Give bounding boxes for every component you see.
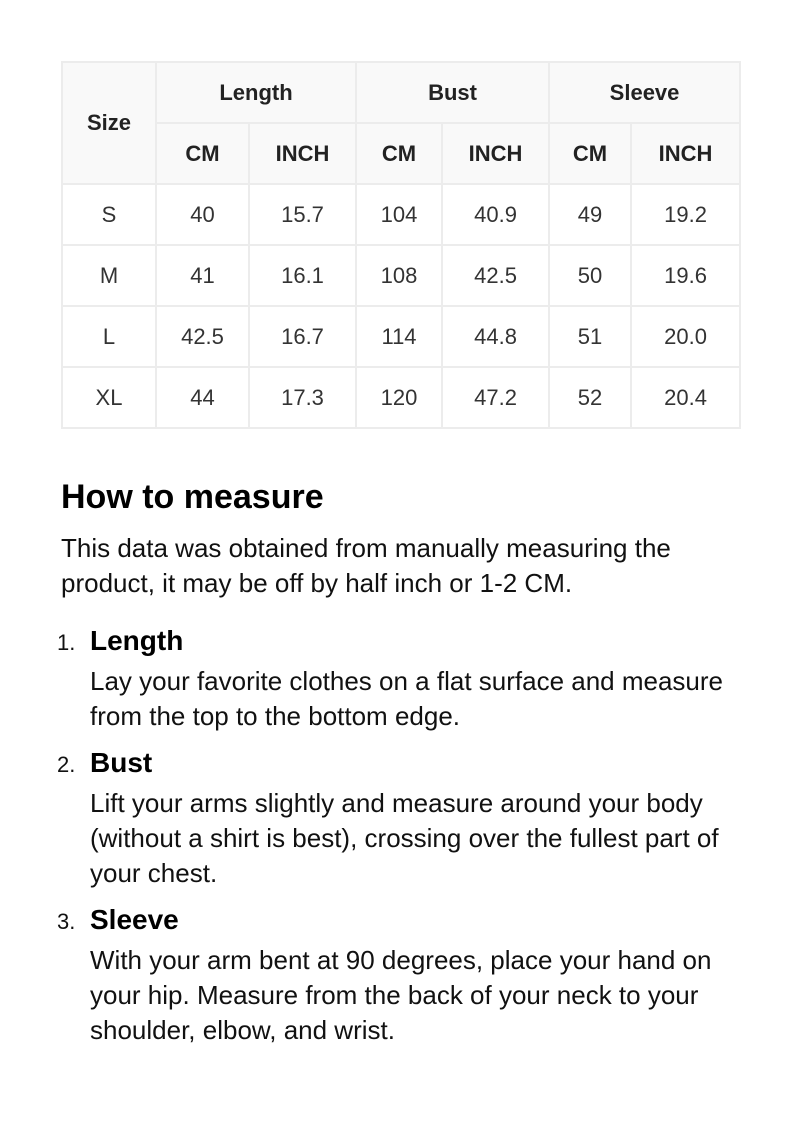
measure-steps-list <box>57 622 761 1058</box>
size-cell: XL <box>62 367 156 428</box>
table-unit-header-row <box>62 123 740 184</box>
length-inch-cell: 16.7 <box>249 306 356 367</box>
sleeve-cm-cell: 51 <box>549 306 631 367</box>
length-inch-cell: 16.1 <box>249 245 356 306</box>
list-item <box>57 622 761 734</box>
sleeve-inch-cell: 20.4 <box>631 367 740 428</box>
size-table <box>61 61 741 429</box>
step-number: 2. <box>57 752 76 777</box>
length-inch-header: INCH <box>249 123 356 184</box>
step-number: 3. <box>57 909 76 934</box>
length-group-header: Length <box>156 62 356 123</box>
list-item <box>57 901 761 1048</box>
list-item <box>57 744 761 891</box>
sleeve-cm-cell: 50 <box>549 245 631 306</box>
bust-cm-header: CM <box>356 123 442 184</box>
length-cm-cell: 42.5 <box>156 306 249 367</box>
table-group-header-row <box>62 62 740 123</box>
sleeve-inch-cell: 19.2 <box>631 184 740 245</box>
sleeve-cm-header: CM <box>549 123 631 184</box>
length-cm-header: CM <box>156 123 249 184</box>
step-number: 1. <box>57 630 76 655</box>
how-to-measure-heading: How to measure <box>61 478 324 516</box>
measure-intro-text: This data was obtained from manually measuring the product, it may be off by half inch or 1-2 CM. <box>61 533 671 598</box>
bust-inch-cell: 42.5 <box>442 245 549 306</box>
step-description: Lay your favorite clothes on a flat surface and measure from the top to the bottom edge. <box>90 666 724 731</box>
step-description: With your arm bent at 90 degrees, place your hand on your hip. Measure from the back of your neck to your shoulder, elbow, and wrist. <box>90 945 712 1045</box>
bust-cm-cell: 104 <box>356 184 442 245</box>
sleeve-inch-header: INCH <box>631 123 740 184</box>
bust-inch-cell: 47.2 <box>442 367 549 428</box>
bust-cm-cell: 120 <box>356 367 442 428</box>
sleeve-group-header: Sleeve <box>549 62 740 123</box>
bust-inch-cell: 44.8 <box>442 306 549 367</box>
step-title: Sleeve <box>90 904 179 935</box>
bust-cm-cell: 108 <box>356 245 442 306</box>
sleeve-cm-cell: 49 <box>549 184 631 245</box>
table-row <box>62 184 740 245</box>
size-cell: M <box>62 245 156 306</box>
bust-cm-cell: 114 <box>356 306 442 367</box>
length-inch-cell: 17.3 <box>249 367 356 428</box>
size-cell: S <box>62 184 156 245</box>
bust-inch-cell: 40.9 <box>442 184 549 245</box>
length-cm-cell: 40 <box>156 184 249 245</box>
table-row <box>62 245 740 306</box>
bust-inch-header: INCH <box>442 123 549 184</box>
step-title: Bust <box>90 747 153 778</box>
size-cell: L <box>62 306 156 367</box>
table-row <box>62 367 740 428</box>
sleeve-inch-cell: 19.6 <box>631 245 740 306</box>
size-column-header: Size <box>62 62 156 184</box>
sleeve-cm-cell: 52 <box>549 367 631 428</box>
length-cm-cell: 41 <box>156 245 249 306</box>
length-cm-cell: 44 <box>156 367 249 428</box>
step-description: Lift your arms slightly and measure around your body (without a shirt is best), crossing over the fullest part of your chest. <box>90 788 719 888</box>
table-row <box>62 306 740 367</box>
step-title: Length <box>90 625 184 656</box>
length-inch-cell: 15.7 <box>249 184 356 245</box>
sleeve-inch-cell: 20.0 <box>631 306 740 367</box>
bust-group-header: Bust <box>356 62 549 123</box>
